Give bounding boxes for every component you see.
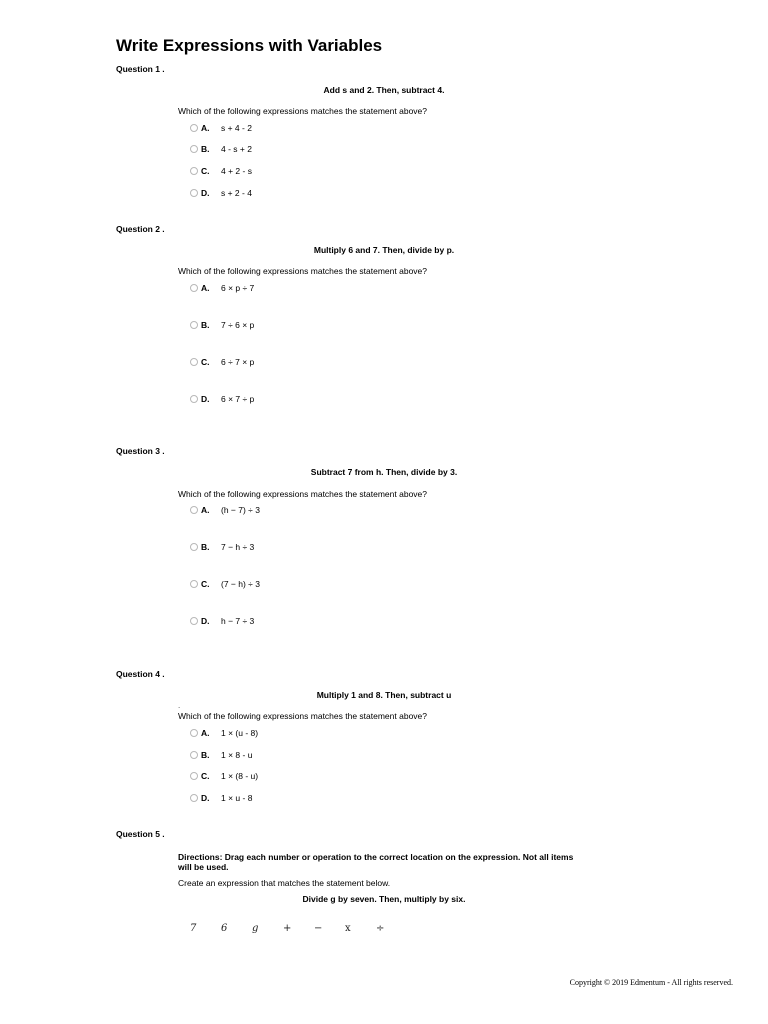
drag-token-plus[interactable]: + [283,923,292,934]
choice-d[interactable]: D. s + 2 - 4 [190,187,252,199]
drag-token-g[interactable]: g [252,923,259,934]
radio-button[interactable] [190,321,198,329]
choice-a[interactable]: A. s + 4 - 2 [190,122,252,134]
question-label: Question 1 . [116,64,165,74]
copyright-notice: Copyright © 2019 Edmentum - All rights reserved. [569,978,733,987]
question-statement: Add s and 2. Then, subtract 4. [323,85,445,95]
radio-button[interactable] [190,772,198,780]
choice-b[interactable]: B. 4 - s + 2 [190,143,252,155]
question-statement: Multiply 6 and 7. Then, divide by p. [313,245,455,255]
radio-button[interactable] [190,729,198,737]
question-label: Question 3 . [116,446,165,456]
radio-button[interactable] [190,189,198,197]
choice-a[interactable]: A. 6 × p ÷ 7 [190,282,254,294]
drag-token-times[interactable]: x [345,923,351,934]
radio-button[interactable] [190,145,198,153]
question-label: Question 4 . [116,669,165,679]
choice-a[interactable]: A. 1 × (u - 8) [190,727,258,739]
radio-button[interactable] [190,395,198,403]
question-statement: Multiply 1 and 8. Then, subtract u [316,690,452,700]
radio-button[interactable] [190,580,198,588]
radio-button[interactable] [190,543,198,551]
choice-d[interactable]: D. 1 × u - 8 [190,792,252,804]
question-prompt: Which of the following expressions matches the statement above? [178,106,427,116]
choice-d[interactable]: D. h − 7 ÷ 3 [190,615,254,627]
question-label: Question 2 . [116,224,165,234]
choice-b[interactable]: B. 7 ÷ 6 × p [190,319,254,331]
token-bank [190,923,407,934]
radio-button[interactable] [190,124,198,132]
directions-text: Directions: Drag each number or operation to the correct location on the expression. Not all items will be used. [178,852,574,872]
choice-a[interactable]: A. (h − 7) ÷ 3 [190,504,260,516]
radio-button[interactable] [190,794,198,802]
page-title: Write Expressions with Variables [116,36,383,55]
question-prompt: Which of the following expressions matches the statement above? [178,489,427,499]
drag-token-6[interactable]: 6 [221,923,228,934]
choice-c[interactable]: C. 4 + 2 - s [190,165,252,177]
question-prompt: Which of the following expressions matches the statement above? [178,266,427,276]
radio-button[interactable] [190,751,198,759]
drag-token-7[interactable]: 7 [190,923,197,934]
stray-period: . [178,701,181,710]
question-prompt: Which of the following expressions matches the statement above? [178,711,427,721]
choice-d[interactable]: D. 6 × 7 ÷ p [190,393,254,405]
question-label: Question 5 . [116,829,165,839]
choice-c[interactable]: C. 1 × (8 - u) [190,770,258,782]
choice-c[interactable]: C. (7 − h) ÷ 3 [190,578,260,590]
choice-c[interactable]: C. 6 ÷ 7 × p [190,356,254,368]
radio-button[interactable] [190,284,198,292]
radio-button[interactable] [190,358,198,366]
drag-token-divide[interactable]: ÷ [376,923,385,934]
choice-b[interactable]: B. 7 − h ÷ 3 [190,541,254,553]
instruction-text: Create an expression that matches the statement below. [178,878,391,888]
radio-button[interactable] [190,167,198,175]
radio-button[interactable] [190,617,198,625]
choice-b[interactable]: B. 1 × 8 - u [190,749,252,761]
question-statement: Divide g by seven. Then, multiply by six. [302,894,466,904]
drag-token-minus[interactable]: − [314,923,323,934]
radio-button[interactable] [190,506,198,514]
question-statement: Subtract 7 from h. Then, divide by 3. [310,467,458,477]
